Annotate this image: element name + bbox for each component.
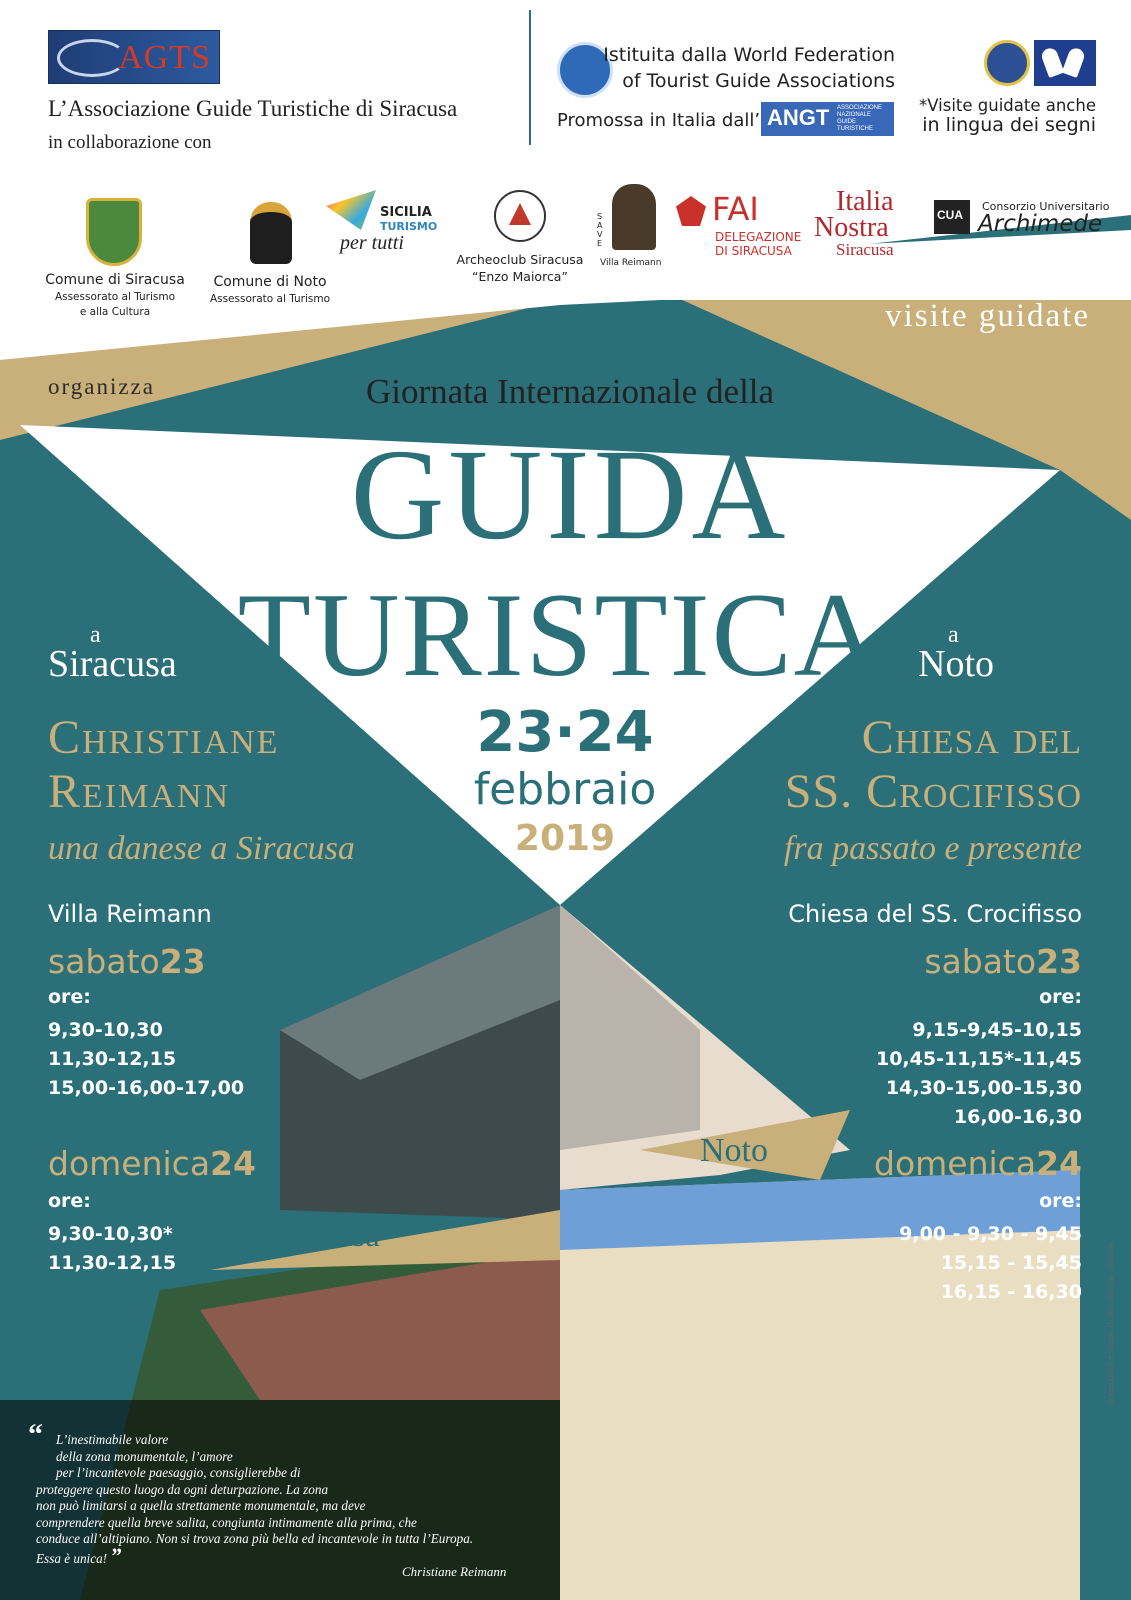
visite-guidate-label: visite guidate	[885, 298, 1090, 334]
cua-text: CUA	[937, 208, 963, 222]
wfgta-line1: Istituita dalla World Federation	[603, 44, 895, 66]
print-credit: progettazione e stampa: Grafica Saturnia - Siracusa	[1108, 1242, 1115, 1404]
quote-line: proteggere questo luogo da ogni deturpazione. La zona	[36, 1481, 329, 1497]
right-day1-time: 16,00-16,30	[953, 1106, 1082, 1128]
angt-logo	[761, 102, 894, 136]
right-day1-times	[860, 1016, 1082, 1132]
wfgta-line2: of Tourist Guide Associations	[622, 70, 895, 92]
right-title1: Chiesa del	[861, 711, 1082, 764]
gratuite-label: GRATUITE	[903, 342, 1090, 375]
promossa-text: Promossa in Italia dall’	[557, 110, 761, 131]
quote-line: comprendere quella breve salita, congiunta intimamente alla prima, che	[36, 1514, 417, 1530]
left-day2-name: domenica	[48, 1144, 211, 1183]
right-day2-name: domenica	[874, 1144, 1037, 1183]
comune-siracusa-sub1: Assessorato al Turismo	[54, 291, 176, 303]
quote-signature: Christiane Reimann	[402, 1564, 507, 1579]
left-day1-time: 15,00-16,00-17,00	[48, 1077, 245, 1099]
quote-line: della zona monumentale, l’amore	[56, 1448, 233, 1464]
left-day2-time: 9,30-10,30*	[48, 1223, 173, 1245]
giornata-title: Giornata Internazionale della	[365, 372, 775, 411]
badge-logo-icon	[984, 40, 1030, 86]
left-day1-time: 9,30-10,30	[48, 1019, 163, 1041]
sign-language-line1: *Visite guidate anche	[918, 96, 1096, 115]
quote-close-mark: ”	[110, 1542, 122, 1568]
quote-line: Essa è unica!	[36, 1550, 108, 1566]
siracusa-photo-label: Siracusa	[268, 1218, 380, 1254]
left-title1: Christiane	[48, 711, 280, 764]
archimede-text: Archimede	[978, 211, 1103, 237]
a-left: a	[90, 622, 101, 648]
left-day2-ore: ore:	[48, 1190, 91, 1212]
comune-noto-sub: Assessorato al Turismo	[209, 293, 331, 305]
quote-line: conduce all’altipiano. Non si trova zona più bella ed incantevole in tutta l’Europa.	[36, 1531, 474, 1546]
right-place: Chiesa del SS. Crocifisso	[788, 900, 1082, 928]
date-month: febbraio	[473, 764, 657, 815]
comune-siracusa: Comune di Siracusa	[45, 272, 185, 288]
left-day2-times	[48, 1220, 176, 1278]
left-day2-time: 11,30-12,15	[48, 1252, 177, 1274]
fai-text: FAI	[712, 190, 759, 228]
fai-sub1: DELEGAZIONE	[715, 230, 802, 244]
left-day1-time: 11,30-12,15	[48, 1048, 177, 1070]
quote-open-mark: “	[28, 1418, 43, 1451]
header-divider	[529, 10, 531, 145]
turistica-title: TURISTICA	[237, 568, 883, 701]
right-title2: SS. Crocifisso	[784, 765, 1082, 818]
right-day2-ore: ore:	[1039, 1190, 1082, 1212]
noto-coat-of-arms-icon	[250, 202, 292, 264]
left-subtitle: una danese a Siracusa	[48, 830, 355, 867]
date-days: 23·24	[476, 700, 654, 765]
left-day1-times	[48, 1016, 244, 1103]
right-day2-times	[880, 1220, 1082, 1307]
right-subtitle: fra passato e presente	[783, 830, 1082, 867]
right-day2-time: 9,00 - 9,30 - 9,45	[899, 1223, 1082, 1245]
right-day1-ore: ore:	[1039, 986, 1082, 1008]
left-title2: Reimann	[48, 765, 230, 818]
left-day1-num: 23	[159, 942, 206, 981]
sicilia-text: SICILIA	[380, 205, 432, 220]
left-day1	[48, 942, 206, 981]
right-day2-time: 15,15 - 15,45	[940, 1252, 1082, 1274]
italia-nostra-3: Siracusa	[836, 240, 894, 259]
a-right: a	[948, 622, 959, 648]
agts-logo	[48, 30, 220, 84]
archeoclub-logo-icon	[494, 190, 546, 242]
angt-logo-subtext: ASSOCIAZIONE NAZIONALE GUIDE TURISTICHE	[837, 105, 883, 132]
quote-line: per l’incantevole paesaggio, consiglierebbe di	[56, 1465, 301, 1480]
right-day1	[800, 942, 1082, 981]
angt-logo-text: ANGT	[767, 105, 830, 130]
agts-swirl-icon	[57, 39, 127, 77]
quote-line: non può limitarsi a quella strettamente monumentale, ma deve	[36, 1498, 366, 1513]
agts-logo-text: AGTS	[118, 39, 211, 76]
left-day1-name: sabato	[48, 942, 160, 981]
right-day1-time: 14,30-15,00-15,30	[885, 1077, 1082, 1099]
save-text: SAVE	[597, 212, 603, 248]
consorzio-text: Consorzio Universitario	[982, 200, 1110, 213]
left-day2-num: 24	[210, 1144, 256, 1183]
quote-line: L’inestimabile valore	[56, 1432, 169, 1447]
right-day1-time: 10,45-11,15*-11,45	[875, 1048, 1082, 1070]
italia-nostra-2: Nostra	[814, 212, 889, 243]
left-day1-ore: ore:	[48, 986, 91, 1008]
archeoclub-sub: “Enzo Maiorca”	[472, 269, 568, 284]
turismo-text: TURISMO	[380, 220, 438, 233]
comune-siracusa-sub2: e alla Cultura	[79, 306, 151, 318]
reimann-bust-icon	[612, 184, 656, 250]
right-day2	[800, 1144, 1082, 1183]
quote-text	[36, 1432, 556, 1568]
left-place: Villa Reimann	[48, 900, 212, 928]
siracusa-coat-of-arms-icon	[86, 198, 142, 266]
left-day2	[48, 1144, 256, 1183]
siracusa-city: Siracusa	[48, 643, 177, 685]
collab-text: in collaborazione con	[48, 132, 212, 153]
fai-sub2: DI SIRACUSA	[715, 244, 792, 258]
right-day1-time: 9,15-9,45-10,15	[912, 1019, 1082, 1041]
noto-photo-label: Noto	[700, 1132, 768, 1169]
archeoclub-name: Archeoclub Siracusa	[456, 252, 584, 267]
cua-logo-icon	[934, 200, 970, 234]
right-day2-time: 16,15 - 16,30	[940, 1281, 1082, 1303]
sign-language-line2: in lingua dei segni	[922, 114, 1096, 136]
right-day2-num: 24	[1036, 1144, 1082, 1183]
noto-city: Noto	[918, 643, 994, 685]
comune-noto: Comune di Noto	[213, 274, 327, 290]
right-day1-name: sabato	[924, 942, 1037, 981]
right-day1-num: 23	[1036, 942, 1082, 981]
per-tutti-text: per tutti	[340, 232, 404, 254]
guida-title: GUIDA	[350, 423, 790, 567]
organizza-label: organizza	[48, 374, 155, 399]
date-year: 2019	[514, 818, 616, 859]
italia-nostra-1: Italia	[836, 186, 894, 217]
sign-language-icon	[1034, 40, 1096, 86]
villa-reimann-logo-text: Villa Reimann	[600, 258, 662, 268]
association-name: L’Associazione Guide Turistiche di Siracusa	[48, 96, 458, 121]
